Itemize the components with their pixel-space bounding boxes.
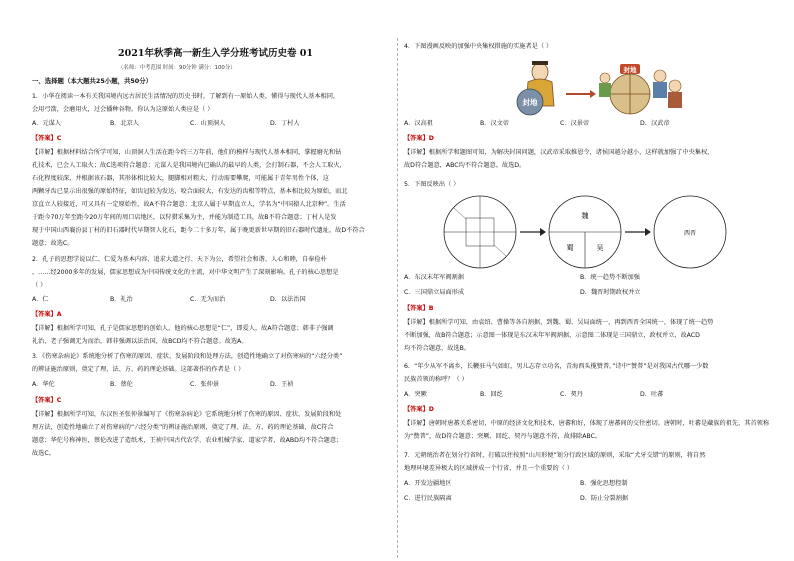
q1-explain-line: 题意；故选C。 [32,240,74,247]
q3-option-c[interactable]: C．张仲景 [190,381,220,388]
cartoon-illustration [510,54,690,116]
q6-option-a[interactable]: A．突厥 [404,391,427,398]
q2-stem-line: 2．孔子的思想学说以仁、仁爱为基本内容，追求大道之行、天下为公，希望社会和谐、人心和睦，自奉俭朴 [32,256,327,263]
q3-stem-line: 的辨证施治原则，奠定了理、法、方、药的理论基础。这部著作的作者是（ ） [32,366,245,373]
q1-explain-line: 【详解】根据材料结合所学可知，山顶洞人生活在距今约三万年前，他们的模样与现代人基本相同，掌握磨光和钻 [32,149,342,156]
exam-meta: （名师：中考范围 时间：90分钟 满分：100分） [118,65,236,71]
q1-stem-line: 1．小华在阅读一本有关我国境内远古居民生活情况的历史书时，了解到有一原始人类，懂得与现代人基本相同， [32,93,340,100]
q2-stem-line: （ ） [32,282,47,289]
q2-option-c[interactable]: C．无为而治 [190,296,226,303]
q4-option-c[interactable]: C．汉景帝 [560,120,590,127]
three-kingdoms-map [549,196,621,268]
q1-explain-line: 京直立人较接近，可又具有一定原始性，故A不符合题意；北京人属于早期直立人，学名为“中国猿人北京种”。生活 [32,201,346,208]
q7-option-d[interactable]: D．防止分裂割据 [580,495,629,502]
q1-explain-line: 孔技术，已会人工取火；故C选项符合题意；元谋人是我国境内已确认的最早的人类，会打制石器，不会人工取火， [32,162,346,169]
q4-answer: 【答案】D [404,135,434,142]
warlord-map [444,196,516,268]
region-western-jin: 西晋 [683,230,697,237]
region-wei: 魏 [581,212,589,220]
q2-option-b[interactable]: B．礼治 [110,296,133,303]
q1-explain-line: 石化程度较深，并根据该石器，其形体相比较大，腿脚相对粗大，行动需要攀爬，可能属于青年男性个体，这 [32,175,329,182]
q6-stem-line: 6．“年少从军不离乡，长鞭驻马气如虹，男儿志存立功名，青海西头揽赞普。”诗中“赞普”是对我国古代哪一少数 [404,363,709,370]
q6-option-d[interactable]: D．吐蕃 [640,391,664,398]
section-heading: 一、选择题（本大题共25小题，共50分） [32,77,153,85]
q5-option-d[interactable]: D．魏晋时期政权并立 [580,289,641,296]
q1-stem-line: 会用弓箭，会磨用火，过会播种谷物。你认为这原始人类应是（ ） [32,106,214,113]
q2-explain-line: 【详解】根据所学可知，孔子是儒家思想的创始人，他的核心思想是“仁”，即爱人，故A符合题意；韩非子强调 [32,325,334,332]
q7-option-a[interactable]: A．开发边疆地区 [404,480,452,487]
q4-option-d[interactable]: D．汉武帝 [640,120,670,127]
q4-explain-line: 【详解】根据所学和题图可知，为解决封国问题，汉武帝采取推恩令，诸侯国越分越小，这样就加强了中央集权， [404,149,714,156]
q1-explain-line: 现于中国山西襄汾县丁村的旧石器时代早期智人化石，距今二十多万年，属于晚更新世早期的旧石器时代遗址，故D不符合 [32,227,365,234]
q2-answer: 【答案】A [32,311,62,318]
q5-explain-line: 【详解】根据所学可知，由袁绍、曹操等各自割据，到魏、蜀、吴局面统一，再到西晋全国统一，体现了统一趋势 [404,319,714,326]
q3-option-d[interactable]: D．王祯 [270,381,294,388]
q5-explain-line: 均不符合题意，故选B。 [404,345,471,352]
arrowhead-icon [540,228,546,236]
q4-explain-line: 故D符合题意，ABC均不符合题意。故选D。 [404,162,526,169]
q6-option-b[interactable]: B．回纥 [480,391,503,398]
q2-explain-line: 礼治，老子强调无为而治，韩非强调以法治国，故BCD均不符合题意。故选A。 [32,338,248,345]
q1-option-d[interactable]: D．丁村人 [270,120,300,127]
q5-option-c[interactable]: C．三国鼎立局面形成 [404,289,465,296]
q6-explain-line: 【详解】唐朝时唐蕃关系密切，中原的经济文化和技术，唐蕃和好，体现了唐蕃间的交往密切。唐朝时，吐蕃是藏族的祖先，其首领称 [404,420,770,427]
q1-option-b[interactable]: B．北京人 [110,120,139,127]
q3-explain-line: 题意；华佗号称神医，蔡伦改进了造纸术，王祯中国古代农学、农业机械学家、道家学者，故ABD均不符合题意； [32,437,343,444]
q3-option-a[interactable]: A．华佗 [32,381,55,388]
q6-answer: 【答案】D [404,406,434,413]
q2-option-d[interactable]: D．以法治国 [270,296,306,303]
region-shu: 蜀 [566,244,574,252]
q6-option-c[interactable]: C．契丹 [560,391,583,398]
q5-option-b[interactable]: B．统一趋势不断加强 [580,274,640,281]
region-wu: 吴 [596,244,604,252]
arrowhead-icon [645,228,651,236]
column-divider [397,38,398,558]
q3-answer: 【答案】C [32,397,62,404]
q1-option-a[interactable]: A．元谋人 [32,120,61,127]
q2-stem-line: ，……经2000多年的发展，儒家思想成为中国传统文化的主流，对中华文明产生了深刻影响。孔子的核心思想是 [32,269,339,276]
q4-stem-line: 4．下图漫画反映的加强中央集权措施的实施者是（ ） [404,43,553,50]
q3-explain-line: 理方法，创造性地确立了对伤寒病的“六经分类”的辨证施治原则，奠定了理、法、方、药的理论基础，故C符合 [32,424,334,431]
q2-option-a[interactable]: A．仁 [32,296,49,303]
q5-answer: 【答案】B [404,305,434,312]
map-diagram [440,192,760,272]
q1-answer: 【答案】C [32,135,62,142]
q7-stem-line: 7．元朝统治者在划分行省时，打破以往按照“山川形便”划分行政区域的原则，采取“犬牙交错”的原则，将自然 [404,452,706,459]
q1-explain-line: 于距今70万年至距今20万年间的周口店地区，以狩猎采集为主，并能为制造工具，故B不符合题意；丁村人是发 [32,214,337,221]
q5-explain-line: 不断加强，故B符合题意；示意图一体现是东汉末年军阀割据，示意图二体现是三国鼎立，政权并立，故ACD [404,332,700,339]
q6-explain-line: 为“赞普”，故D符合题意；突厥、回纥、契丹与题意不符，故排除ABC。 [404,433,602,440]
q3-explain-line: 故选C。 [32,450,55,457]
arrowhead-icon [590,90,596,98]
q4-option-a[interactable]: A．汉高祖 [404,120,433,127]
q3-explain-line: 【详解】根据所学可知，东汉医圣张仲景编写了《伤寒杂病论》它系统地分析了伤寒的原因、症状、发展阶段和处 [32,411,342,418]
q1-explain-line: 两颗牙齿已显示出很强的原始特征，如齿冠较为发达，咬合面较大，有发达的齿根等特点，基本相比较为原始，而北 [32,188,348,195]
q1-option-c[interactable]: C．山顶洞人 [190,120,226,127]
fief-label-right: 封地 [623,66,637,74]
q5-stem-line: 5．下图反映出（ ） [404,181,460,188]
page-title: 2021年秋季高一新生入学分班考试历史卷 01 [118,48,313,59]
q7-stem-line: 地理环境差异极大的区域拼成一个行省，并且一个重要的（ ） [404,465,574,472]
q3-option-b[interactable]: B．蔡伦 [110,381,133,388]
q7-option-c[interactable]: C．进行民族隔离 [404,495,452,502]
q7-option-b[interactable]: B．强化思想控制 [580,480,628,487]
q3-stem-line: 3．《伤寒杂病论》系统地分析了伤寒的原因、症状、发展阶段和处理方法，创造性地确立了对伤寒病的“六经分类” [32,353,343,360]
fief-label-left: 封地 [522,98,538,107]
q6-stem-line: 民族首领的称呼？（ ） [404,376,468,383]
q5-option-a[interactable]: A．东汉末年军阀割据 [404,274,464,281]
q4-option-b[interactable]: B．汉文帝 [480,120,509,127]
